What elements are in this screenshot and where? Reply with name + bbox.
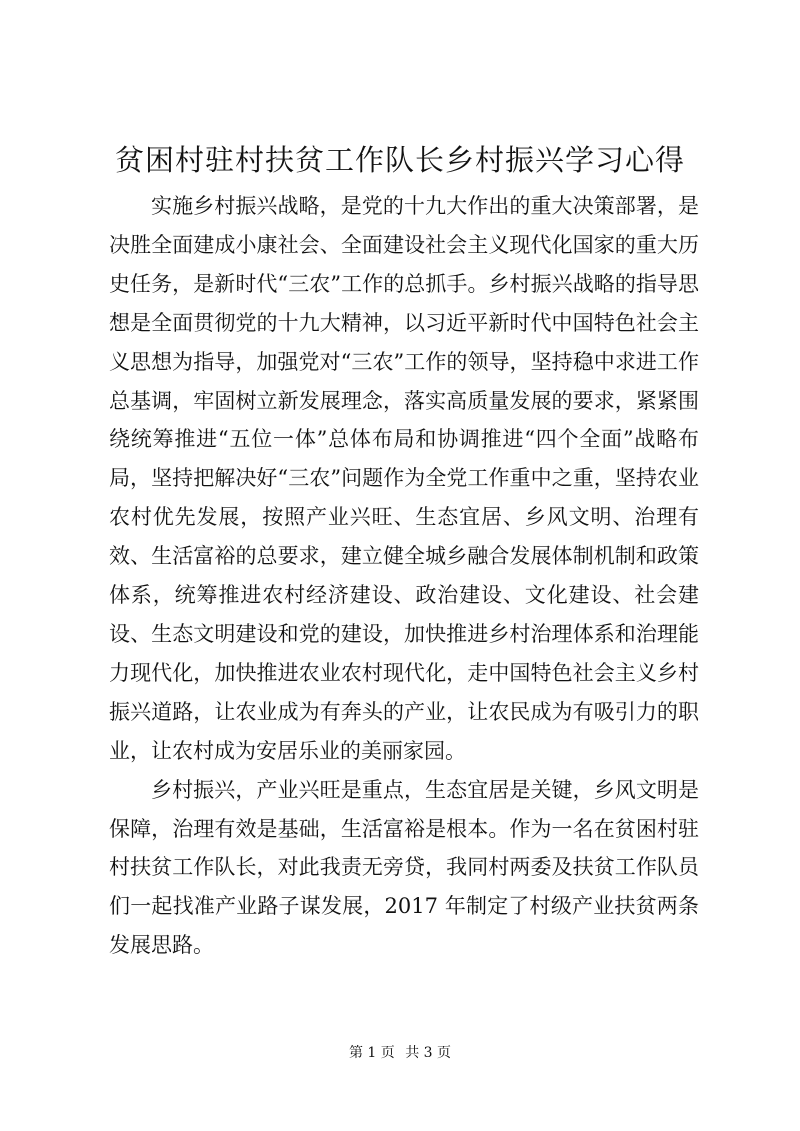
page-footer bbox=[0, 1043, 800, 1063]
page-number-total: 共 3 页 bbox=[405, 1045, 452, 1061]
paragraph-2: 乡村振兴，产业兴旺是重点，生态宜居是关键，乡风文明是保障，治理有效是基础，生活富裕是根本。作为一名在贫困村驻村扶贫工作队长，对此我责无旁贷，我同村两委及扶贫工作队员们一起找准产业路子谋发展，2017 年制定了村级产业扶贫两条发展思路。 bbox=[109, 777, 699, 958]
page-number-current: 第 1 页 bbox=[348, 1045, 395, 1061]
paragraph-1: 实施乡村振兴战略，是党的十九大作出的重大决策部署，是决胜全面建成小康社会、全面建设社会主义现代化国家的重大历史任务，是新时代“三农”工作的总抓手。乡村振兴战略的指导思想是全面贯彻党的十九大精神，以习近平新时代中国特色社会主义思想为指导，加强党对“三农”工作的领导，坚持稳中求进工作总基调，牢固树立新发展理念，落实高质量发展的要求，紧紧围绕统筹推进“五位一体”总体布局和协调推进“四个全面”战略布局，坚持把解决好“三农”问题作为全党工作重中之重，坚持农业农村优先发展，按照产业兴旺、生态宜居、乡风文明、治理有效、生活富裕的总要求，建立健全城乡融合发展体制机制和政策体系，统筹推进农村经济建设、政治建设、文化建设、社会建设、生态文明建设和党的建设，加快推进乡村治理体系和治理能力现代化，加快推进农业农村现代化，走中国特色社会主义乡村振兴道路，让农业成为有奔头的产业，让农民成为有吸引力的职业，让农村成为安居乐业的美丽家园。 bbox=[109, 194, 699, 763]
document-body bbox=[109, 187, 699, 965]
document-title: 贫困村驻村扶贫工作队长乡村振兴学习心得 bbox=[114, 143, 685, 177]
